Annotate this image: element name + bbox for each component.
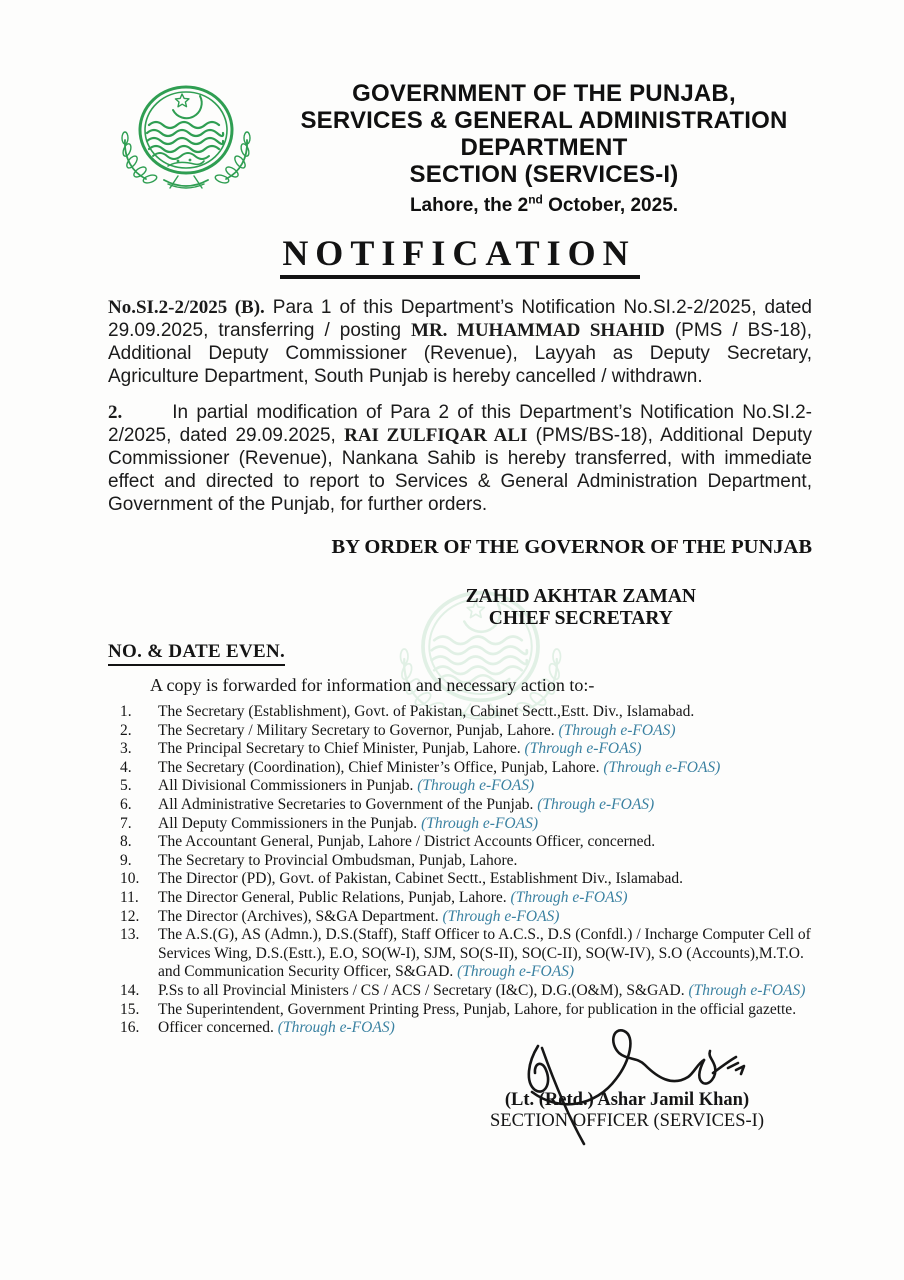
recipient-item — [108, 815, 812, 834]
recipient-item — [108, 722, 812, 741]
recipient-number: 11. — [120, 888, 139, 906]
recipient-item — [108, 852, 812, 871]
document-title: NOTIFICATION — [280, 232, 639, 279]
letterhead-line-1: GOVERNMENT OF THE PUNJAB, — [352, 80, 736, 107]
officer-name-1: MR. MUHAMMAD SHAHID — [411, 320, 665, 341]
recipient-text: The Principal Secretary to Chief Minister, Punjab, Lahore. (Through e-FOAS) — [158, 740, 642, 758]
recipient-item — [108, 982, 812, 1001]
recipient-number: 1. — [120, 703, 132, 720]
recipient-text: The Secretary (Coordination), Chief Minister’s Office, Punjab, Lahore. (Through e-FOAS) — [158, 758, 721, 776]
recipient-number: 2. — [120, 721, 132, 739]
forwarding-line: A copy is forwarded for information and necessary action to:- — [150, 675, 595, 695]
recipient-text: P.Ss to all Provincial Ministers / CS / ACS / Secretary (I&C), D.G.(O&M), S&GAD. (Through e-FOAS) — [158, 981, 806, 999]
signed-officer-title: SECTION OFFICER (SERVICES-I) — [490, 1110, 764, 1131]
para2-number: 2. — [108, 402, 123, 423]
letterhead — [276, 80, 812, 188]
recipient-text: The Secretary / Military Secretary to Governor, Punjab, Lahore. (Through e-FOAS) — [158, 721, 676, 739]
recipient-number: 16. — [120, 1019, 140, 1037]
recipient-number: 13. — [120, 926, 140, 944]
efoas-routing-tag: (Through e-FOAS) — [684, 981, 806, 999]
para2-text-a: In partial modification of Para 2 of this Department’s Notification No.SI.2-2/2025, dated 29.09.2025, — [108, 402, 812, 446]
paragraph-1 — [108, 296, 812, 388]
officer-name-2: RAI ZULFIQAR ALI — [344, 425, 528, 446]
recipient-number: 4. — [120, 758, 132, 776]
recipient-text: The Superintendent, Government Printing Press, Punjab, Lahore, for publication in the official gazette. — [158, 1000, 797, 1018]
recipient-number: 10. — [120, 870, 140, 888]
date-line — [276, 192, 812, 217]
recipient-text: The Accountant General, Punjab, Lahore / District Accounts Officer, concerned. — [158, 833, 656, 851]
efoas-routing-tag: (Through e-FOAS) — [520, 740, 642, 758]
letterhead-line-2: SERVICES & GENERAL ADMINISTRATION — [300, 107, 788, 134]
recipient-item — [108, 870, 812, 889]
efoas-routing-tag: (Through e-FOAS) — [453, 963, 575, 981]
recipient-number: 6. — [120, 795, 132, 813]
efoas-routing-tag: (Through e-FOAS) — [533, 795, 655, 813]
signatory-name: ZAHID AKHTAR ZAMAN — [465, 586, 696, 607]
recipient-text: The Director (Archives), S&GA Department. (Through e-FOAS) — [158, 907, 560, 925]
recipient-item — [108, 759, 812, 778]
recipient-number: 9. — [120, 851, 132, 869]
para2-text-b: (PMS/BS-18), Additional Deputy Commissioner (Revenue), Nankana Sahib is hereby transferred, with immediate effect and directed to report to Services & General Administration Department, Government of the Punjab, for further orders. — [108, 425, 812, 515]
by-order-line: BY ORDER OF THE GOVERNOR OF THE PUNJAB — [331, 536, 812, 558]
recipient-item — [108, 889, 812, 908]
recipient-item — [108, 926, 812, 982]
handwritten-signature-icon — [508, 1016, 758, 1156]
letterhead-line-4: SECTION (SERVICES-I) — [409, 161, 679, 188]
signature-area — [108, 1038, 812, 1178]
recipient-item — [108, 908, 812, 927]
recipient-number: 7. — [120, 814, 132, 832]
recipient-text: The Secretary (Establishment), Govt. of Pakistan, Cabinet Sectt.,Estt. Div., Islamabad. — [158, 703, 695, 720]
recipient-item — [108, 703, 812, 722]
efoas-routing-tag: (Through e-FOAS) — [273, 1019, 395, 1037]
recipient-text: All Deputy Commissioners in the Punjab. (Through e-FOAS) — [158, 814, 539, 832]
recipient-number: 14. — [120, 981, 140, 999]
no-and-date-heading: NO. & DATE EVEN. — [108, 641, 285, 666]
signed-officer-name: (Lt. (Retd.) Ashar Jamil Khan) — [504, 1089, 750, 1110]
recipient-text: All Administrative Secretaries to Government of the Punjab. (Through e-FOAS) — [158, 795, 655, 813]
date-suffix: October, 2025. — [542, 195, 679, 216]
efoas-routing-tag: (Through e-FOAS) — [413, 777, 535, 795]
efoas-routing-tag: (Through e-FOAS) — [438, 907, 560, 925]
efoas-routing-tag: (Through e-FOAS) — [417, 814, 539, 832]
date-ordinal: nd — [528, 192, 543, 207]
signatory-title: CHIEF SECRETARY — [488, 608, 673, 629]
recipient-number: 8. — [120, 833, 132, 851]
efoas-routing-tag: (Through e-FOAS) — [506, 888, 628, 906]
recipient-text: The Director General, Public Relations, Punjab, Lahore. (Through e-FOAS) — [158, 888, 628, 906]
recipient-text: The Secretary to Provincial Ombudsman, Punjab, Lahore. — [158, 851, 518, 869]
recipient-text: All Divisional Commissioners in Punjab. (Through e-FOAS) — [158, 777, 535, 795]
para1-text-a: Para 1 of this Department’s Notification No.SI.2-2/2025, dated 29.09.2025, transferring / posting — [108, 297, 812, 341]
efoas-routing-tag: (Through e-FOAS) — [599, 758, 721, 776]
recipient-item — [108, 777, 812, 796]
efoas-routing-tag: (Through e-FOAS) — [554, 721, 676, 739]
recipient-text: The Director (PD), Govt. of Pakistan, Cabinet Sectt., Establishment Div., Islamabad. — [158, 870, 684, 888]
recipient-list — [108, 703, 812, 1038]
recipient-number: 12. — [120, 907, 140, 925]
paragraph-2 — [108, 401, 812, 516]
recipient-text: Officer concerned. (Through e-FOAS) — [158, 1019, 395, 1037]
date-prefix: Lahore, the 2 — [409, 195, 529, 216]
recipient-number: 5. — [120, 777, 132, 795]
recipient-text: The A.S.(G), AS (Admn.), D.S.(Staff), Staff Officer to A.C.S., D.S (Confdl.) / Incharge Computer Cell of Services Wing, D.S.(Estt.), E.O, SO(W-I), SJM, SO(S-II), SO(C-II), SO(W-IV), S.O (Accounts),M.T.O. and Communication Security Officer, S&GAD. (Through e-FOAS) — [158, 926, 811, 981]
recipient-item — [108, 833, 812, 852]
recipient-number: 3. — [120, 740, 132, 758]
recipient-item — [108, 796, 812, 815]
notification-number: No.SI.2-2/2025 (B). — [108, 297, 265, 318]
para1-text-b: (PMS / BS-18), Additional Deputy Commissioner (Revenue), Layyah as Deputy Secretary, Agriculture Department, South Punjab is hereby cancelled / withdrawn. — [108, 320, 813, 387]
signatory-block — [466, 586, 696, 630]
recipient-number: 15. — [120, 1000, 140, 1018]
letterhead-line-3: DEPARTMENT — [460, 134, 628, 161]
recipient-item — [108, 740, 812, 759]
